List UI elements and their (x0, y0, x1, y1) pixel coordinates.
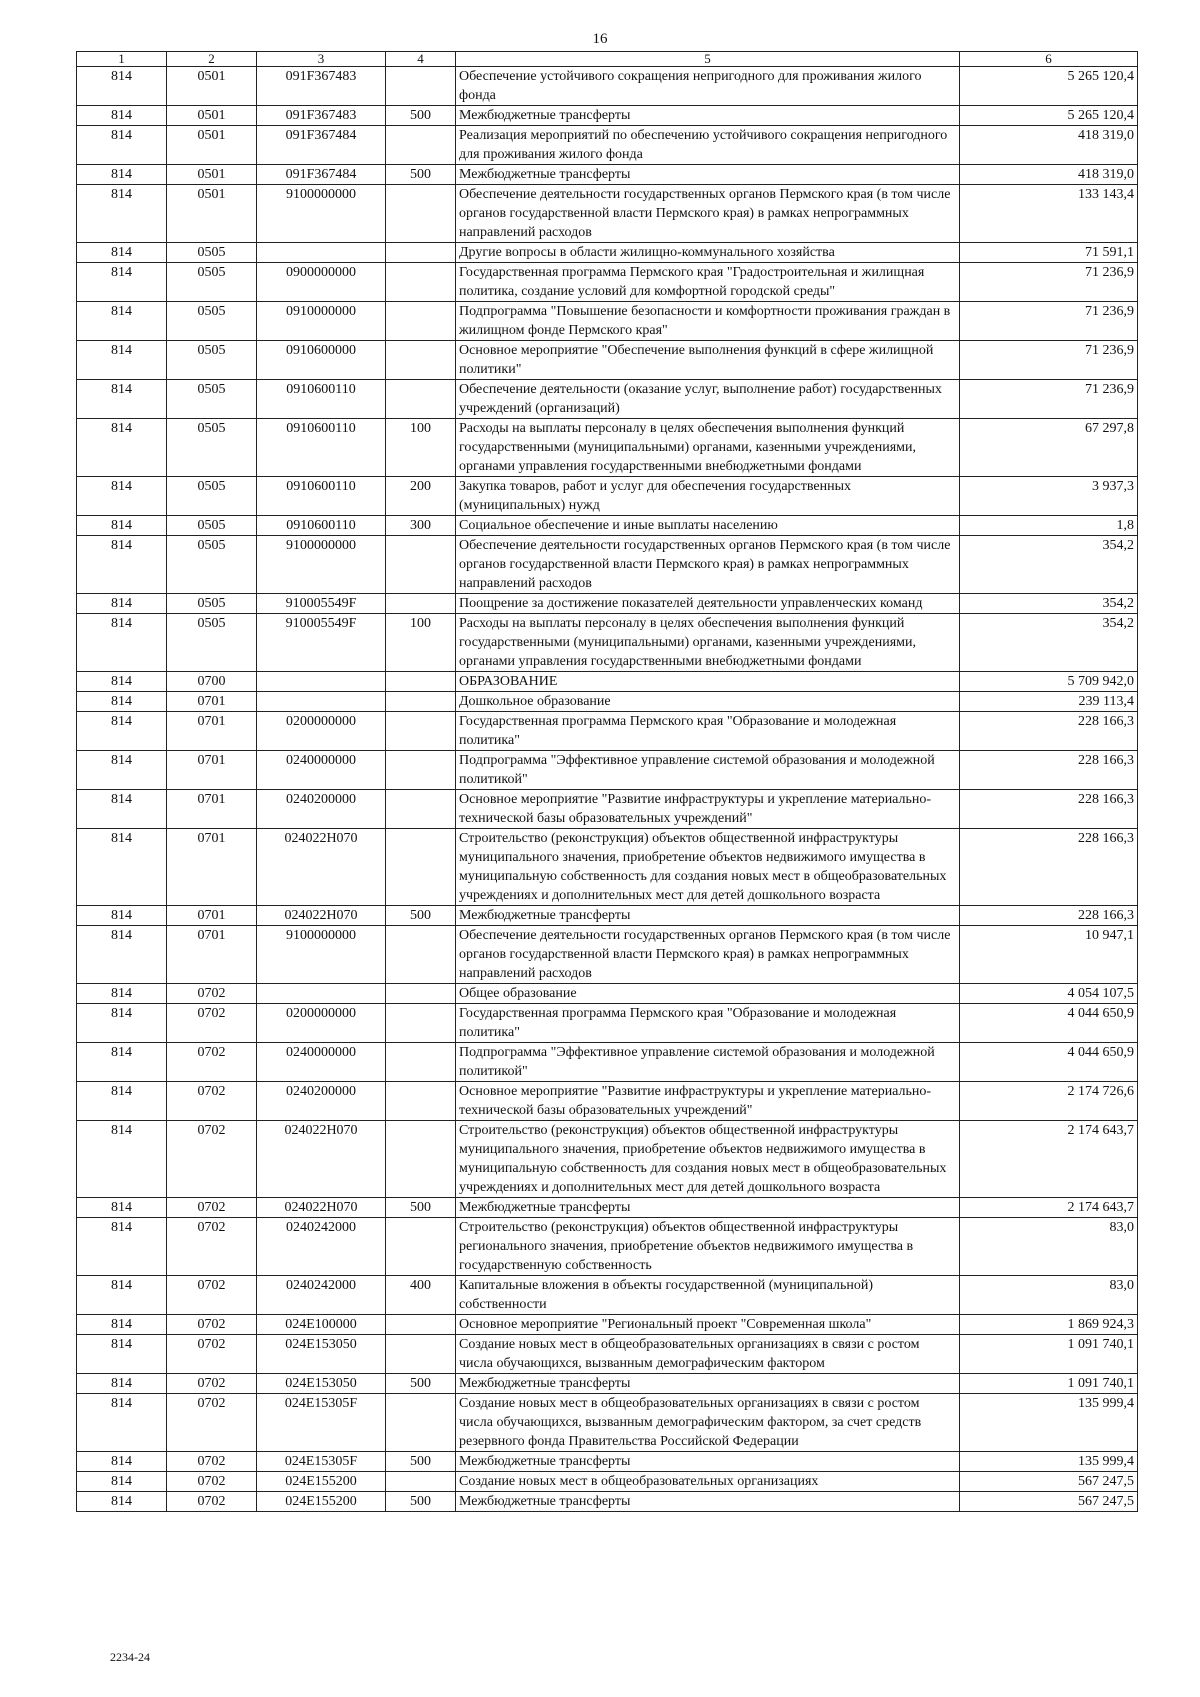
cell-target-article: 0900000000 (257, 263, 386, 302)
cell-description: Строительство (реконструкция) объектов общественной инфраструктуры муниципального значения, приобретение объектов недвижимого имущества в муниципальную собственность для создания новых мест в общеобразовательных учреждениях и дополнительных мест для детей дошкольного возраста (456, 1121, 960, 1198)
table-row (77, 1121, 1138, 1198)
cell-expense-type (386, 243, 456, 263)
cell-target-article: 0200000000 (257, 712, 386, 751)
cell-admin-code: 814 (77, 1004, 167, 1043)
table-row (77, 751, 1138, 790)
cell-expense-type (386, 1121, 456, 1198)
cell-section: 0505 (167, 419, 257, 477)
cell-target-article: 091F367483 (257, 67, 386, 106)
cell-description: Межбюджетные трансферты (456, 1374, 960, 1394)
cell-description: Межбюджетные трансферты (456, 1198, 960, 1218)
cell-section: 0501 (167, 106, 257, 126)
cell-amount: 5 265 120,4 (960, 67, 1138, 106)
cell-expense-type (386, 984, 456, 1004)
page-number: 16 (592, 31, 608, 47)
table-row (77, 67, 1138, 106)
cell-description: Общее образование (456, 984, 960, 1004)
cell-admin-code: 814 (77, 614, 167, 672)
cell-expense-type: 200 (386, 477, 456, 516)
cell-description: Межбюджетные трансферты (456, 906, 960, 926)
cell-target-article: 0240200000 (257, 790, 386, 829)
cell-admin-code: 814 (77, 692, 167, 712)
table-row (77, 106, 1138, 126)
cell-section: 0702 (167, 1198, 257, 1218)
cell-description: Обеспечение деятельности государственных органов Пермского края (в том числе органов государственной власти Пермского края) в рамках непрограммных направлений расходов (456, 185, 960, 243)
cell-target-article: 091F367484 (257, 126, 386, 165)
cell-amount: 2 174 643,7 (960, 1121, 1138, 1198)
cell-admin-code: 814 (77, 1198, 167, 1218)
cell-admin-code: 814 (77, 1218, 167, 1276)
cell-target-article (257, 692, 386, 712)
cell-expense-type (386, 594, 456, 614)
cell-description: Государственная программа Пермского края "Образование и молодежная политика" (456, 712, 960, 751)
cell-description: Основное мероприятие "Развитие инфраструктуры и укрепление материально-технической базы образовательных учреждений" (456, 790, 960, 829)
cell-expense-type: 100 (386, 614, 456, 672)
table-row (77, 790, 1138, 829)
cell-target-article: 9100000000 (257, 185, 386, 243)
table-row (77, 1472, 1138, 1492)
table-row (77, 302, 1138, 341)
cell-expense-type (386, 1082, 456, 1121)
cell-amount: 1,8 (960, 516, 1138, 536)
table-row (77, 1043, 1138, 1082)
cell-description: Капитальные вложения в объекты государственной (муниципальной) собственности (456, 1276, 960, 1315)
cell-expense-type (386, 126, 456, 165)
cell-expense-type (386, 380, 456, 419)
cell-amount: 567 247,5 (960, 1472, 1138, 1492)
cell-expense-type: 500 (386, 1374, 456, 1394)
cell-amount: 135 999,4 (960, 1452, 1138, 1472)
cell-amount: 67 297,8 (960, 419, 1138, 477)
cell-admin-code: 814 (77, 341, 167, 380)
table-row (77, 477, 1138, 516)
cell-admin-code: 814 (77, 984, 167, 1004)
cell-target-article: 0910000000 (257, 302, 386, 341)
cell-target-article: 0910600110 (257, 477, 386, 516)
cell-expense-type: 500 (386, 106, 456, 126)
table-row (77, 829, 1138, 906)
cell-target-article: 024E153050 (257, 1335, 386, 1374)
cell-description: ОБРАЗОВАНИЕ (456, 672, 960, 692)
cell-amount: 2 174 643,7 (960, 1198, 1138, 1218)
cell-expense-type (386, 1218, 456, 1276)
cell-description: Межбюджетные трансферты (456, 1492, 960, 1512)
cell-admin-code: 814 (77, 1043, 167, 1082)
cell-amount: 1 091 740,1 (960, 1335, 1138, 1374)
table-row (77, 712, 1138, 751)
cell-target-article (257, 672, 386, 692)
cell-target-article: 024E155200 (257, 1492, 386, 1512)
cell-expense-type (386, 1335, 456, 1374)
cell-admin-code: 814 (77, 1492, 167, 1512)
cell-amount: 135 999,4 (960, 1394, 1138, 1452)
table-row (77, 1082, 1138, 1121)
cell-amount: 83,0 (960, 1276, 1138, 1315)
cell-target-article: 0240000000 (257, 751, 386, 790)
cell-admin-code: 814 (77, 243, 167, 263)
cell-target-article: 091F367484 (257, 165, 386, 185)
cell-target-article: 0240000000 (257, 1043, 386, 1082)
table-row (77, 341, 1138, 380)
cell-expense-type (386, 341, 456, 380)
cell-amount: 133 143,4 (960, 185, 1138, 243)
cell-target-article: 0910600110 (257, 419, 386, 477)
table-row (77, 984, 1138, 1004)
cell-admin-code: 814 (77, 380, 167, 419)
cell-target-article: 9100000000 (257, 536, 386, 594)
cell-expense-type (386, 1394, 456, 1452)
cell-section: 0702 (167, 1043, 257, 1082)
cell-section: 0505 (167, 243, 257, 263)
cell-admin-code: 814 (77, 1121, 167, 1198)
cell-section: 0702 (167, 1004, 257, 1043)
cell-expense-type (386, 751, 456, 790)
cell-admin-code: 814 (77, 1276, 167, 1315)
cell-target-article: 024022H070 (257, 906, 386, 926)
cell-description: Подпрограмма "Повышение безопасности и комфортности проживания граждан в жилищном фонде Пермского края" (456, 302, 960, 341)
column-header: 6 (960, 52, 1138, 67)
cell-description: Создание новых мест в общеобразовательных организациях (456, 1472, 960, 1492)
cell-expense-type (386, 185, 456, 243)
table-row (77, 1218, 1138, 1276)
cell-amount: 83,0 (960, 1218, 1138, 1276)
cell-expense-type (386, 67, 456, 106)
cell-target-article: 0240242000 (257, 1218, 386, 1276)
cell-target-article: 091F367483 (257, 106, 386, 126)
table-row (77, 614, 1138, 672)
cell-section: 0702 (167, 1335, 257, 1374)
cell-amount: 4 054 107,5 (960, 984, 1138, 1004)
cell-target-article: 024E15305F (257, 1452, 386, 1472)
cell-section: 0701 (167, 926, 257, 984)
cell-target-article: 0910600110 (257, 380, 386, 419)
table-row (77, 1335, 1138, 1374)
cell-amount: 71 236,9 (960, 302, 1138, 341)
cell-target-article: 024022H070 (257, 1198, 386, 1218)
cell-expense-type (386, 263, 456, 302)
cell-amount: 228 166,3 (960, 751, 1138, 790)
cell-section: 0501 (167, 185, 257, 243)
column-header: 4 (386, 52, 456, 67)
cell-target-article: 024022H070 (257, 1121, 386, 1198)
cell-description: Межбюджетные трансферты (456, 165, 960, 185)
cell-section: 0505 (167, 341, 257, 380)
cell-admin-code: 814 (77, 67, 167, 106)
table-row (77, 1198, 1138, 1218)
table-row (77, 165, 1138, 185)
cell-expense-type (386, 692, 456, 712)
cell-expense-type: 500 (386, 1492, 456, 1512)
budget-table (76, 51, 1138, 1512)
cell-description: Другие вопросы в области жилищно-коммунального хозяйства (456, 243, 960, 263)
cell-target-article: 0200000000 (257, 1004, 386, 1043)
table-row (77, 1452, 1138, 1472)
table-row (77, 594, 1138, 614)
cell-section: 0701 (167, 790, 257, 829)
cell-description: Дошкольное образование (456, 692, 960, 712)
table-row (77, 1492, 1138, 1512)
cell-section: 0702 (167, 1121, 257, 1198)
cell-section: 0702 (167, 1452, 257, 1472)
cell-admin-code: 814 (77, 1394, 167, 1452)
cell-amount: 354,2 (960, 614, 1138, 672)
cell-expense-type (386, 829, 456, 906)
cell-description: Основное мероприятие "Обеспечение выполнения функций в сфере жилищной политики" (456, 341, 960, 380)
cell-admin-code: 814 (77, 1082, 167, 1121)
cell-section: 0501 (167, 67, 257, 106)
cell-target-article: 910005549F (257, 614, 386, 672)
cell-description: Подпрограмма "Эффективное управление системой образования и молодежной политикой" (456, 1043, 960, 1082)
cell-amount: 1 869 924,3 (960, 1315, 1138, 1335)
table-body (77, 52, 1138, 1512)
cell-target-article: 024E153050 (257, 1374, 386, 1394)
table-row (77, 692, 1138, 712)
table-row (77, 1374, 1138, 1394)
cell-target-article (257, 984, 386, 1004)
table-row (77, 1394, 1138, 1452)
cell-section: 0701 (167, 906, 257, 926)
cell-admin-code: 814 (77, 1452, 167, 1472)
cell-expense-type (386, 302, 456, 341)
table-row (77, 672, 1138, 692)
cell-admin-code: 814 (77, 829, 167, 906)
cell-admin-code: 814 (77, 536, 167, 594)
cell-section: 0701 (167, 829, 257, 906)
cell-section: 0701 (167, 712, 257, 751)
cell-admin-code: 814 (77, 906, 167, 926)
table-row (77, 185, 1138, 243)
table-row (77, 516, 1138, 536)
cell-expense-type: 300 (386, 516, 456, 536)
cell-target-article: 0240242000 (257, 1276, 386, 1315)
cell-section: 0702 (167, 1315, 257, 1335)
cell-amount: 71 236,9 (960, 263, 1138, 302)
cell-description: Социальное обеспечение и иные выплаты населению (456, 516, 960, 536)
cell-description: Создание новых мест в общеобразовательных организациях в связи с ростом числа обучающихся, вызванным демографическим фактором (456, 1335, 960, 1374)
cell-admin-code: 814 (77, 106, 167, 126)
cell-amount: 1 091 740,1 (960, 1374, 1138, 1394)
cell-section: 0501 (167, 126, 257, 165)
cell-admin-code: 814 (77, 516, 167, 536)
cell-target-article: 024E155200 (257, 1472, 386, 1492)
cell-amount: 5 265 120,4 (960, 106, 1138, 126)
cell-target-article: 910005549F (257, 594, 386, 614)
cell-description: Строительство (реконструкция) объектов общественной инфраструктуры муниципального значения, приобретение объектов недвижимого имущества в муниципальную собственность для создания новых мест в общеобразовательных учреждениях и дополнительных мест для детей дошкольного возраста (456, 829, 960, 906)
cell-amount: 228 166,3 (960, 790, 1138, 829)
cell-description: Обеспечение устойчивого сокращения непригодного для проживания жилого фонда (456, 67, 960, 106)
cell-section: 0701 (167, 751, 257, 790)
cell-expense-type (386, 672, 456, 692)
table-row (77, 1315, 1138, 1335)
cell-expense-type (386, 926, 456, 984)
cell-expense-type (386, 790, 456, 829)
cell-amount: 418 319,0 (960, 126, 1138, 165)
table-header-row (77, 52, 1138, 67)
cell-description: Создание новых мест в общеобразовательных организациях в связи с ростом числа обучающихся, вызванным демографическим фактором, за счет средств резервного фонда Правительства Российской Федерации (456, 1394, 960, 1452)
cell-admin-code: 814 (77, 126, 167, 165)
cell-target-article: 024022H070 (257, 829, 386, 906)
cell-description: Межбюджетные трансферты (456, 1452, 960, 1472)
cell-section: 0505 (167, 536, 257, 594)
cell-admin-code: 814 (77, 185, 167, 243)
cell-description: Обеспечение деятельности государственных органов Пермского края (в том числе органов государственной власти Пермского края) в рамках непрограммных направлений расходов (456, 926, 960, 984)
cell-description: Межбюджетные трансферты (456, 106, 960, 126)
cell-description: Поощрение за достижение показателей деятельности управленческих команд (456, 594, 960, 614)
table-row (77, 419, 1138, 477)
cell-amount: 2 174 726,6 (960, 1082, 1138, 1121)
cell-section: 0501 (167, 165, 257, 185)
cell-description: Основное мероприятие "Региональный проект "Современная школа" (456, 1315, 960, 1335)
cell-expense-type: 500 (386, 165, 456, 185)
table-row (77, 536, 1138, 594)
cell-admin-code: 814 (77, 477, 167, 516)
cell-admin-code: 814 (77, 672, 167, 692)
cell-expense-type: 500 (386, 1452, 456, 1472)
column-header: 1 (77, 52, 167, 67)
cell-admin-code: 814 (77, 1472, 167, 1492)
cell-section: 0702 (167, 1082, 257, 1121)
cell-admin-code: 814 (77, 1335, 167, 1374)
cell-section: 0702 (167, 1492, 257, 1512)
cell-section: 0505 (167, 614, 257, 672)
cell-amount: 228 166,3 (960, 829, 1138, 906)
cell-amount: 228 166,3 (960, 712, 1138, 751)
cell-expense-type (386, 712, 456, 751)
cell-admin-code: 814 (77, 302, 167, 341)
cell-expense-type (386, 1472, 456, 1492)
table-row (77, 1004, 1138, 1043)
cell-amount: 418 319,0 (960, 165, 1138, 185)
cell-amount: 10 947,1 (960, 926, 1138, 984)
cell-description: Основное мероприятие "Развитие инфраструктуры и укрепление материально-технической базы образовательных учреждений" (456, 1082, 960, 1121)
cell-amount: 5 709 942,0 (960, 672, 1138, 692)
cell-admin-code: 814 (77, 751, 167, 790)
cell-expense-type (386, 1315, 456, 1335)
cell-description: Расходы на выплаты персоналу в целях обеспечения выполнения функций государственными (муниципальными) органами, казенными учреждениями, органами управления государственными внебюджетными фондами (456, 614, 960, 672)
cell-section: 0505 (167, 263, 257, 302)
cell-expense-type: 100 (386, 419, 456, 477)
column-header: 5 (456, 52, 960, 67)
table-row (77, 263, 1138, 302)
table-row (77, 126, 1138, 165)
cell-amount: 71 591,1 (960, 243, 1138, 263)
cell-admin-code: 814 (77, 263, 167, 302)
cell-target-article: 0910600110 (257, 516, 386, 536)
cell-amount: 3 937,3 (960, 477, 1138, 516)
cell-target-article (257, 243, 386, 263)
cell-section: 0702 (167, 1374, 257, 1394)
cell-amount: 228 166,3 (960, 906, 1138, 926)
cell-section: 0505 (167, 302, 257, 341)
cell-description: Расходы на выплаты персоналу в целях обеспечения выполнения функций государственными (муниципальными) органами, казенными учреждениями, органами управления государственными внебюджетными фондами (456, 419, 960, 477)
cell-description: Подпрограмма "Эффективное управление системой образования и молодежной политикой" (456, 751, 960, 790)
cell-expense-type (386, 1043, 456, 1082)
cell-target-article: 0240200000 (257, 1082, 386, 1121)
cell-admin-code: 814 (77, 1315, 167, 1335)
cell-expense-type: 500 (386, 1198, 456, 1218)
cell-description: Реализация мероприятий по обеспечению устойчивого сокращения непригодного для проживания жилого фонда (456, 126, 960, 165)
cell-section: 0700 (167, 672, 257, 692)
cell-admin-code: 814 (77, 1374, 167, 1394)
cell-description: Закупка товаров, работ и услуг для обеспечения государственных (муниципальных) нужд (456, 477, 960, 516)
cell-admin-code: 814 (77, 594, 167, 614)
cell-target-article: 024E15305F (257, 1394, 386, 1452)
cell-description: Обеспечение деятельности (оказание услуг, выполнение работ) государственных учреждений (организаций) (456, 380, 960, 419)
cell-amount: 354,2 (960, 536, 1138, 594)
cell-admin-code: 814 (77, 712, 167, 751)
column-header: 3 (257, 52, 386, 67)
table-row (77, 380, 1138, 419)
cell-expense-type: 400 (386, 1276, 456, 1315)
cell-expense-type (386, 536, 456, 594)
cell-amount: 4 044 650,9 (960, 1043, 1138, 1082)
cell-amount: 567 247,5 (960, 1492, 1138, 1512)
cell-admin-code: 814 (77, 926, 167, 984)
cell-amount: 239 113,4 (960, 692, 1138, 712)
cell-description: Строительство (реконструкция) объектов общественной инфраструктуры регионального значения, приобретение объектов недвижимого имущества в государственную собственность (456, 1218, 960, 1276)
table-row (77, 926, 1138, 984)
cell-description: Обеспечение деятельности государственных органов Пермского края (в том числе органов государственной власти Пермского края) в рамках непрограммных направлений расходов (456, 536, 960, 594)
cell-expense-type (386, 1004, 456, 1043)
cell-section: 0702 (167, 1218, 257, 1276)
cell-section: 0702 (167, 1276, 257, 1315)
cell-description: Государственная программа Пермского края "Образование и молодежная политика" (456, 1004, 960, 1043)
cell-target-article: 024E100000 (257, 1315, 386, 1335)
cell-admin-code: 814 (77, 165, 167, 185)
cell-section: 0505 (167, 477, 257, 516)
cell-admin-code: 814 (77, 419, 167, 477)
cell-amount: 71 236,9 (960, 380, 1138, 419)
cell-target-article: 9100000000 (257, 926, 386, 984)
cell-section: 0701 (167, 692, 257, 712)
table-row (77, 243, 1138, 263)
table-row (77, 1276, 1138, 1315)
cell-target-article: 0910600000 (257, 341, 386, 380)
table-row (77, 906, 1138, 926)
column-header: 2 (167, 52, 257, 67)
footer-code: 2234-24 (110, 1650, 150, 1664)
cell-admin-code: 814 (77, 790, 167, 829)
cell-amount: 354,2 (960, 594, 1138, 614)
cell-section: 0702 (167, 984, 257, 1004)
cell-section: 0702 (167, 1394, 257, 1452)
cell-section: 0505 (167, 380, 257, 419)
cell-section: 0505 (167, 516, 257, 536)
cell-section: 0702 (167, 1472, 257, 1492)
cell-expense-type: 500 (386, 906, 456, 926)
cell-amount: 4 044 650,9 (960, 1004, 1138, 1043)
cell-description: Государственная программа Пермского края "Градостроительная и жилищная политика, создание условий для комфортной городской среды" (456, 263, 960, 302)
cell-amount: 71 236,9 (960, 341, 1138, 380)
cell-section: 0505 (167, 594, 257, 614)
